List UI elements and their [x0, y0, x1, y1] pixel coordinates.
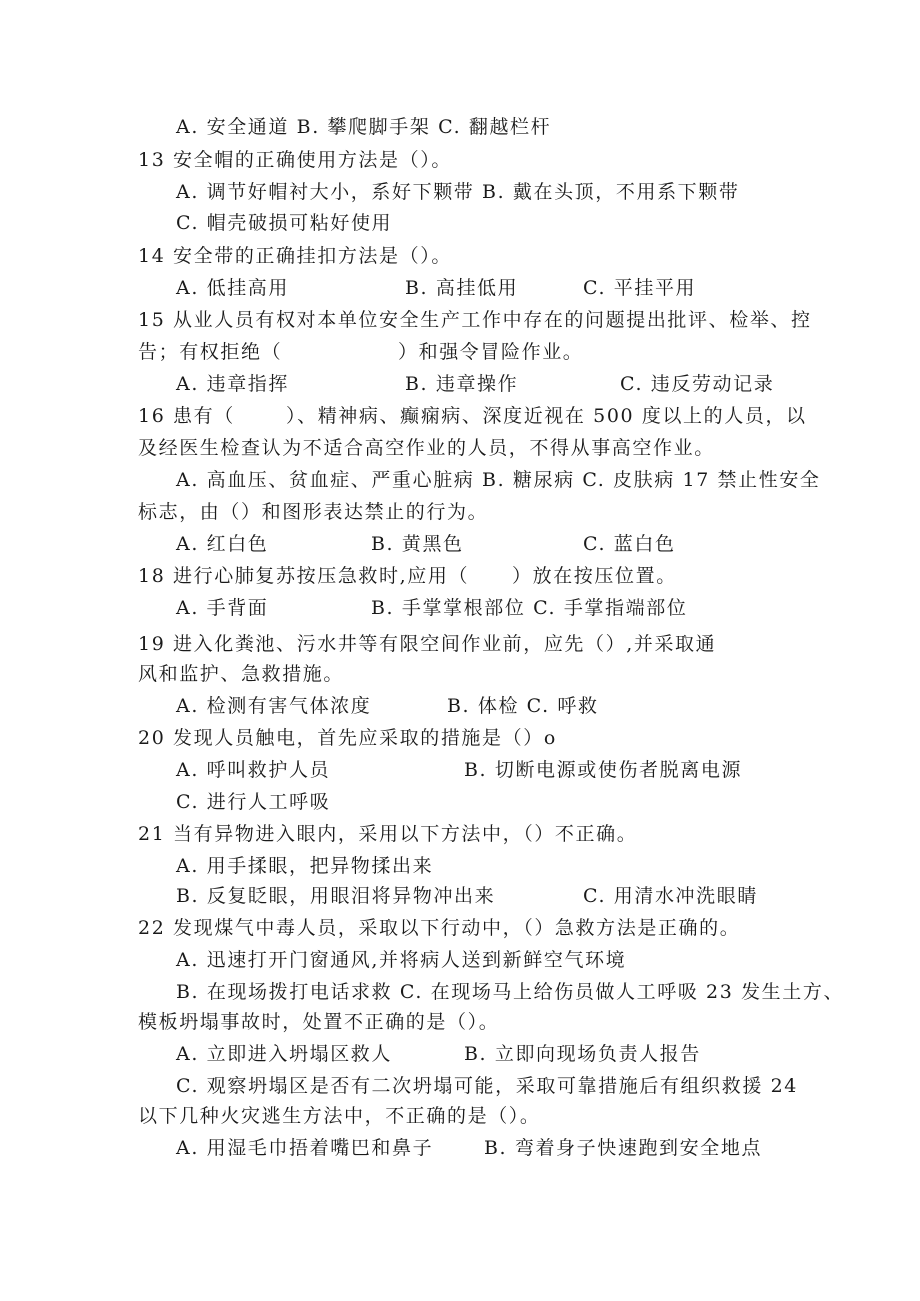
q24-stem-line2: 以下几种火灾逃生方法中，不正确的是（）。	[138, 1105, 541, 1127]
q20-option-a: A. 呼叫救护人员	[176, 759, 331, 781]
q17-option-c: C. 蓝白色	[583, 533, 676, 555]
q16-stem-line1-part1: 16 患有（	[138, 405, 235, 427]
q22-option-a: A. 迅速打开门窗通风,并将病人送到新鲜空气环境	[176, 949, 627, 971]
q23-stem-line2: 模板坍塌事故时，处置不正确的是（）。	[138, 1011, 500, 1033]
q23-option-c-q24-stem: C. 观察坍塌区是否有二次坍塌可能，采取可靠措施后有组织救援 24	[176, 1075, 798, 1097]
q24-option-b: B. 弯着身子快速跑到安全地点	[484, 1137, 763, 1159]
q18-stem-part1: 18 进行心肺复苏按压急救时,应用（	[138, 565, 470, 587]
q14-option-b: B. 高挂低用	[405, 277, 519, 299]
q13-option-c: C. 帽壳破损可粘好使用	[176, 212, 393, 234]
q14-stem: 14 安全带的正确挂扣方法是（）。	[138, 245, 452, 267]
q21-option-a: A. 用手揉眼，把异物揉出来	[176, 855, 434, 877]
q16-options-q17-stem: A. 高血压、贫血症、严重心脏病 B. 糖尿病 C. 皮肤病 17 禁止性安全	[176, 469, 821, 491]
q20-stem: 20 发现人员触电，首先应采取的措施是（）o	[138, 727, 557, 749]
q21-option-c: C. 用清水冲洗眼睛	[583, 885, 758, 907]
q18-option-b-c: B. 手掌掌根部位 C. 手掌指端部位	[371, 597, 688, 619]
q15-stem-line2-part1: 告；有权拒绝（	[138, 341, 283, 363]
q20-option-c: C. 进行人工呼吸	[176, 791, 331, 813]
q19-stem-line1: 19 进入化粪池、污水井等有限空间作业前，应先（）,并采取通	[138, 633, 717, 655]
q15-stem-line1: 15 从业人员有权对本单位安全生产工作中存在的问题提出批评、检举、控	[138, 309, 812, 331]
q21-option-b: B. 反复眨眼，用眼泪将异物冲出来	[176, 885, 496, 907]
q21-stem: 21 当有异物进入眼内，采用以下方法中，（）不正确。	[138, 823, 638, 845]
q19-option-b-c: B. 体检 C. 呼救	[447, 695, 599, 717]
q18-stem-part2: ）放在按压位置。	[512, 565, 677, 587]
q15-option-c: C. 违反劳动记录	[620, 373, 775, 395]
q22-stem: 22 发现煤气中毒人员，采取以下行动中，（）急救方法是正确的。	[138, 917, 741, 939]
q20-option-b: B. 切断电源或使伤者脱离电源	[464, 759, 743, 781]
q15-stem-line2-part2: ）和强令冒险作业。	[398, 341, 584, 363]
q14-option-c: C. 平挂平用	[583, 277, 697, 299]
q12-options: A. 安全通道 B. 攀爬脚手架 C. 翻越栏杆	[176, 116, 552, 138]
q19-option-a: A. 检测有害气体浓度	[176, 695, 372, 717]
q17-option-a: A. 红白色	[176, 533, 269, 555]
q22-options-q23-stem: B. 在现场拨打电话求救 C. 在现场马上给伤员做人工呼吸 23 发生土方、	[176, 981, 845, 1003]
q17-option-b: B. 黄黑色	[371, 533, 464, 555]
q17-stem-line2: 标志，由（）和图形表达禁止的行为。	[138, 501, 489, 523]
q15-option-b: B. 违章操作	[405, 373, 519, 395]
q16-stem-line1-part2: ）、精神病、癫痫病、深度近视在 500 度以上的人员，以	[286, 405, 807, 427]
q13-option-a-b: A. 调节好帽衬大小，系好下颗带 B. 戴在头顶，不用系下颗带	[176, 181, 740, 203]
q19-stem-line2: 风和监护、急救措施。	[138, 663, 345, 685]
q13-stem: 13 安全帽的正确使用方法是（）。	[138, 149, 452, 171]
q24-option-a: A. 用湿毛巾捂着嘴巴和鼻子	[176, 1137, 434, 1159]
q23-option-a: A. 立即进入坍塌区救人	[176, 1043, 393, 1065]
q16-stem-line2: 及经医生检查认为不适合高空作业的人员，不得从事高空作业。	[138, 437, 715, 459]
q23-option-b: B. 立即向现场负责人报告	[464, 1043, 701, 1065]
q14-option-a: A. 低挂高用	[176, 277, 290, 299]
q18-option-a: A. 手背面	[176, 597, 269, 619]
q15-option-a: A. 违章指挥	[176, 373, 290, 395]
